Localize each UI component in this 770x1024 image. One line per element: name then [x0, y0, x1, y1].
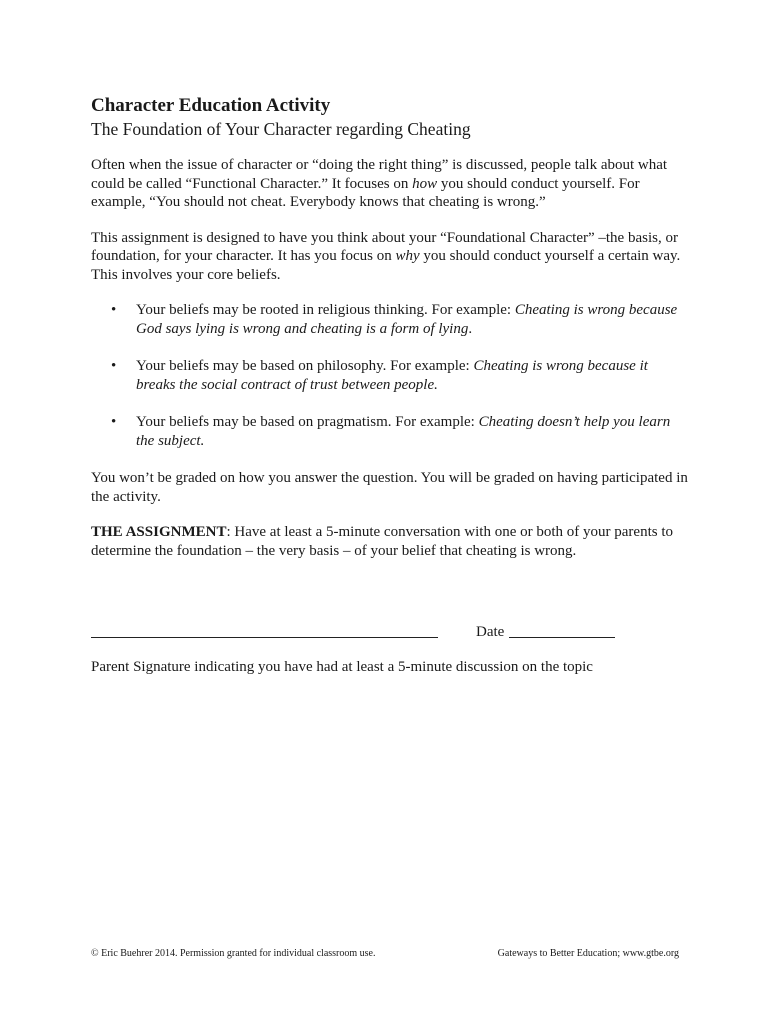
assignment-label: THE ASSIGNMENT	[91, 524, 227, 540]
beliefs-list	[91, 301, 691, 450]
list-item-text: Your beliefs may be based on pragmatism. For example:	[136, 414, 479, 430]
list-item-example: Cheating is wrong because God says lying is wrong and cheating is a form of lying	[136, 302, 678, 337]
bullet-icon: •	[111, 414, 117, 430]
signature-caption: Parent Signature indicating you have had at least a 5-minute discussion on the topic	[91, 659, 593, 675]
bullet-icon: •	[111, 302, 117, 318]
date-label: Date	[476, 624, 505, 640]
list-item	[91, 357, 691, 394]
signature-line[interactable]	[91, 637, 438, 638]
paragraph-grading: You won’t be graded on how you answer the question. You will be graded on having participated in the activity.	[91, 470, 688, 505]
paragraph-text: Often when the issue of character or “doing the right thing” is discussed, people talk about what could be called “Functional Character.” It focuses on	[91, 157, 668, 192]
emphasis-how: how	[412, 175, 438, 192]
emphasis-why: why	[395, 248, 420, 264]
footer-copyright: © Eric Buehrer 2014. Permission granted for individual classroom use.	[91, 948, 376, 959]
paragraph-text: This assignment is designed to have you think about your “Foundational Character” –the basis, or foundation, for your character. It has you focus on	[91, 229, 678, 264]
document-subtitle: The Foundation of Your Character regarding Cheating	[91, 119, 471, 139]
document-title: Character Education Activity	[91, 95, 331, 116]
list-item-text: Your beliefs may be based on philosophy. For example:	[136, 358, 474, 374]
paragraph-assignment	[91, 523, 691, 560]
paragraph-functional-character	[91, 156, 691, 212]
paragraph-text: you should conduct yourself. For example, “You should not cheat. Everybody knows that cheating is wrong.”	[91, 175, 640, 210]
document-body	[91, 94, 691, 577]
list-item	[91, 413, 691, 450]
bullet-icon: •	[111, 358, 117, 374]
paragraph-text: you should conduct yourself a certain way. This involves your core beliefs.	[91, 248, 681, 283]
assignment-text: : Have at least a 5-minute conversation with one or both of your parents to determine the foundation – the very basis – of your belief that cheating is wrong.	[91, 524, 674, 559]
footer-source: Gateways to Better Education; www.gtbe.org	[497, 948, 679, 959]
list-item-example: Cheating doesn’t help you learn the subject.	[136, 414, 671, 449]
list-item-tail: .	[468, 320, 473, 337]
list-item-example: Cheating is wrong because it breaks the social contract of trust between people.	[136, 358, 648, 393]
list-item	[91, 301, 691, 338]
list-item-text: Your beliefs may be rooted in religious thinking. For example:	[136, 302, 515, 318]
date-line[interactable]	[509, 637, 615, 638]
paragraph-foundational-character	[91, 229, 691, 285]
